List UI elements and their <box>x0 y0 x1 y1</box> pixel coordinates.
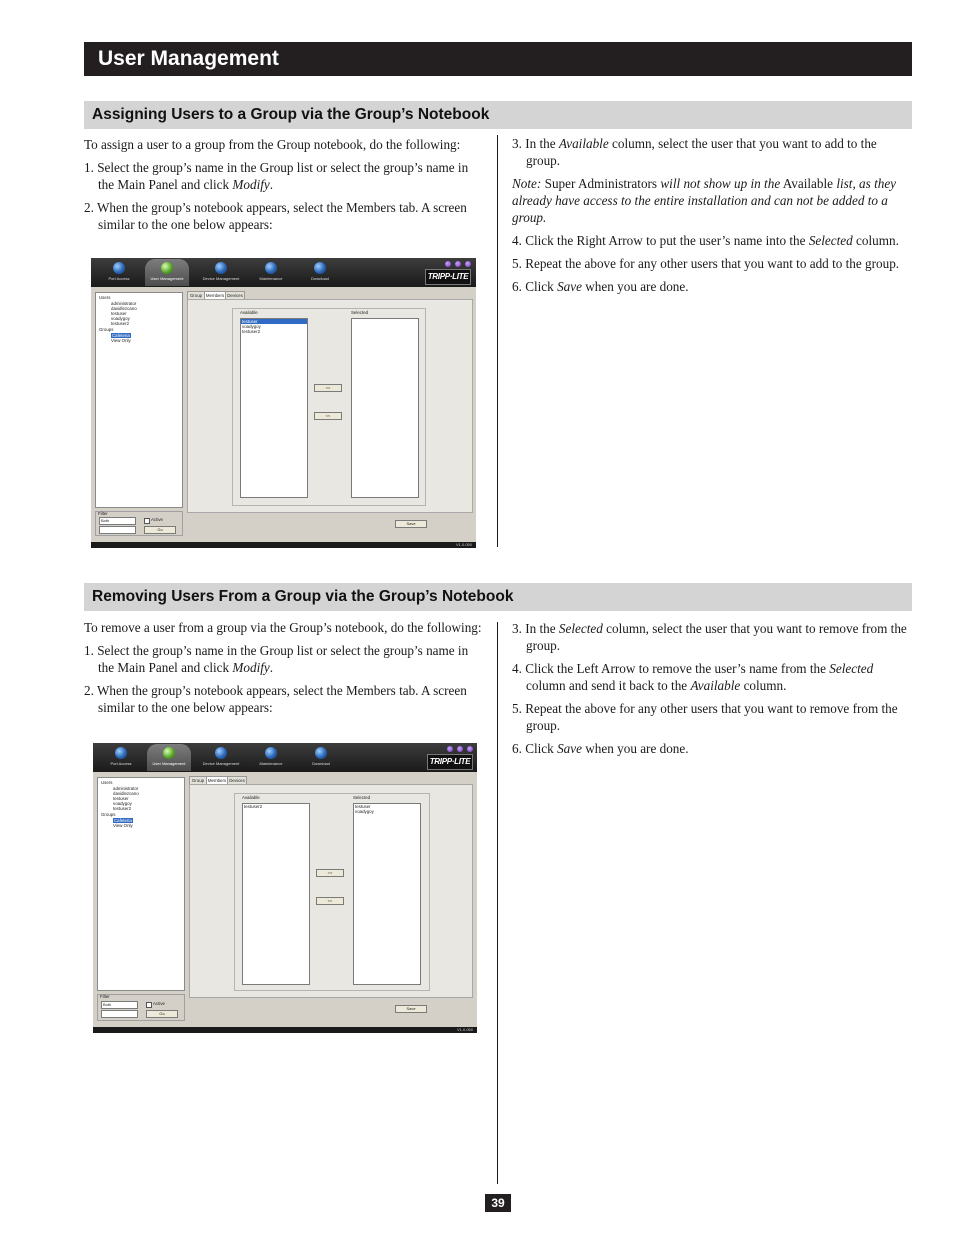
selected-list <box>351 318 419 498</box>
list-item: testuser <box>241 319 307 324</box>
section-heading-removing: Removing Users From a Group via the Group’s Notebook <box>84 583 912 611</box>
user-globe-icon <box>161 262 173 274</box>
version-text: V1.0.050 <box>455 542 472 547</box>
tree-user-item: administrator <box>111 301 137 306</box>
selected-list <box>353 803 421 985</box>
page-title: User Management <box>84 42 912 76</box>
tab-members: Members <box>207 778 227 783</box>
list-item: voadygoy <box>355 809 374 814</box>
nav-device-management: Device Management <box>199 259 243 286</box>
section1-intro: To assign a user to a group from the Group notebook, do the following: <box>84 137 461 152</box>
tree-groups-node: Groups <box>99 327 114 332</box>
user-group-tree <box>95 292 183 508</box>
section1-step4: 4. Click the Right Arrow to put the user’s name into the Selected column. <box>512 233 899 248</box>
tree-user-item: testuser2 <box>113 806 132 811</box>
members-panel <box>189 784 473 998</box>
active-checkbox <box>144 518 150 524</box>
members-panel <box>187 299 473 513</box>
tree-user-item: administrator <box>113 786 139 791</box>
section1-note: Note: Super Administrators will not show up in the Available list, as they already have access to the entire installation and can not be added to a group. <box>512 176 897 225</box>
tripp-lite-logo: TRIPP·LITE <box>425 269 471 285</box>
section1-left-column <box>84 136 484 239</box>
help-icon <box>447 746 453 752</box>
tree-user-item: davidlezcano <box>113 791 139 796</box>
close-icon <box>465 261 471 267</box>
tree-users-node: Users <box>99 295 111 300</box>
tree-group-item: Cafeteria <box>112 333 130 338</box>
settings-icon <box>455 261 461 267</box>
section2-left-column <box>84 619 484 722</box>
nav-maintenance: Maintenance <box>249 259 293 286</box>
status-bar <box>91 542 476 548</box>
list-item: voadygoy <box>242 324 261 329</box>
available-list <box>242 803 310 985</box>
right-arrow-button: >> <box>314 384 342 392</box>
list-item: testuser2 <box>242 329 261 334</box>
nav-download: Download <box>298 259 342 286</box>
tab-devices: Devices <box>227 776 247 784</box>
tripp-lite-logo: TRIPP·LITE <box>427 754 473 770</box>
filter-label: Filter <box>100 994 110 999</box>
filter-box <box>95 511 183 536</box>
section2-right-column <box>512 620 908 763</box>
section1-right-column <box>512 135 908 301</box>
globe-icon <box>215 262 227 274</box>
tab-members: Members <box>205 293 225 298</box>
tab-group: Group <box>187 291 205 299</box>
screenshot-members-tab-remove <box>93 743 477 1033</box>
close-icon <box>467 746 473 752</box>
filter-box <box>97 994 185 1021</box>
filter-label: Filter <box>98 511 108 516</box>
globe-icon <box>265 747 277 759</box>
section2-step6: 6. Click Save when you are done. <box>512 741 689 756</box>
list-item: testuser <box>355 804 371 809</box>
globe-icon <box>265 262 277 274</box>
nav-port-access: Port Access <box>99 744 143 771</box>
tab-group: Group <box>189 776 207 784</box>
available-list <box>240 318 308 498</box>
right-arrow-button: >> <box>316 869 344 877</box>
nav-maintenance: Maintenance <box>249 744 293 771</box>
section2-step1: 1. Select the group’s name in the Group list or select the group’s name in the Main Panel and click Modify. <box>84 643 469 675</box>
active-label: Active <box>151 517 163 522</box>
section1-step6: 6. Click Save when you are done. <box>512 279 689 294</box>
settings-icon <box>457 746 463 752</box>
globe-icon <box>315 747 327 759</box>
go-button: Go <box>146 1010 178 1018</box>
filter-select: Both <box>101 1001 138 1009</box>
tree-user-item: davidlezcano <box>111 306 137 311</box>
nav-user-management: User Management <box>147 744 191 771</box>
left-arrow-button: << <box>316 897 344 905</box>
filter-select: Both <box>99 517 136 525</box>
status-bar <box>93 1027 477 1033</box>
active-label: Active <box>153 1001 165 1006</box>
user-group-tree <box>97 777 185 991</box>
tree-user-item: testuser2 <box>111 321 130 326</box>
filter-text-input <box>99 526 136 534</box>
selected-label: Selected <box>353 795 371 800</box>
tree-group-item: View Only <box>111 338 131 343</box>
globe-icon <box>113 262 125 274</box>
help-icon <box>445 261 451 267</box>
column-divider <box>497 622 498 1184</box>
section2-step2: 2. When the group’s notebook appears, select the Members tab. A screen similar to the one below appears: <box>84 683 467 715</box>
tree-groups-node: Groups <box>101 812 116 817</box>
left-arrow-button: << <box>314 412 342 420</box>
section2-step4: 4. Click the Left Arrow to remove the user’s name from the Selected column and send it back to the Available column. <box>512 661 874 693</box>
section2-step3: 3. In the Selected column, select the user that you want to remove from the group. <box>512 621 907 653</box>
save-button: Save <box>395 1005 427 1013</box>
list-item: testuser2 <box>244 804 263 809</box>
tree-users-node: Users <box>101 780 113 785</box>
tree-user-item: testuser <box>113 796 129 801</box>
screenshot-members-tab-assign <box>91 258 476 548</box>
column-divider <box>497 135 498 547</box>
tree-user-item: voadygoy <box>111 316 130 321</box>
filter-text-input <box>101 1010 138 1018</box>
nav-device-management: Device Management <box>199 744 243 771</box>
section1-step1: 1. Select the group’s name in the Group list or select the group’s name in the Main Panel and click Modify. <box>84 160 469 192</box>
tree-user-item: voadygoy <box>113 801 132 806</box>
nav-download: Download <box>299 744 343 771</box>
tree-user-item: testuser <box>111 311 127 316</box>
section2-step5: 5. Repeat the above for any other users that you want to remove from the group. <box>512 701 898 733</box>
nav-user-management: User Management <box>145 259 189 286</box>
globe-icon <box>215 747 227 759</box>
available-label: Available <box>242 795 260 800</box>
section1-step2: 2. When the group’s notebook appears, select the Members tab. A screen similar to the one below appears: <box>84 200 467 232</box>
page-number: 39 <box>485 1194 511 1212</box>
tree-group-item: Cafeteria <box>114 818 132 823</box>
go-button: Go <box>144 526 176 534</box>
globe-icon <box>115 747 127 759</box>
section1-step3: 3. In the Available column, select the user that you want to add to the group. <box>512 136 877 168</box>
nav-port-access: Port Access <box>97 259 141 286</box>
tree-group-item: View Only <box>113 823 133 828</box>
save-button: Save <box>395 520 427 528</box>
available-label: Available <box>240 310 258 315</box>
section-heading-assigning: Assigning Users to a Group via the Group’s Notebook <box>84 101 912 129</box>
selected-label: Selected <box>351 310 369 315</box>
tab-devices: Devices <box>225 291 245 299</box>
active-checkbox <box>146 1002 152 1008</box>
user-globe-icon <box>163 747 175 759</box>
version-text: V1.0.050 <box>456 1027 473 1032</box>
section1-step5: 5. Repeat the above for any other users that you want to add to the group. <box>512 256 900 271</box>
section2-intro: To remove a user from a group via the Group’s notebook, do the following: <box>84 620 482 635</box>
globe-icon <box>314 262 326 274</box>
